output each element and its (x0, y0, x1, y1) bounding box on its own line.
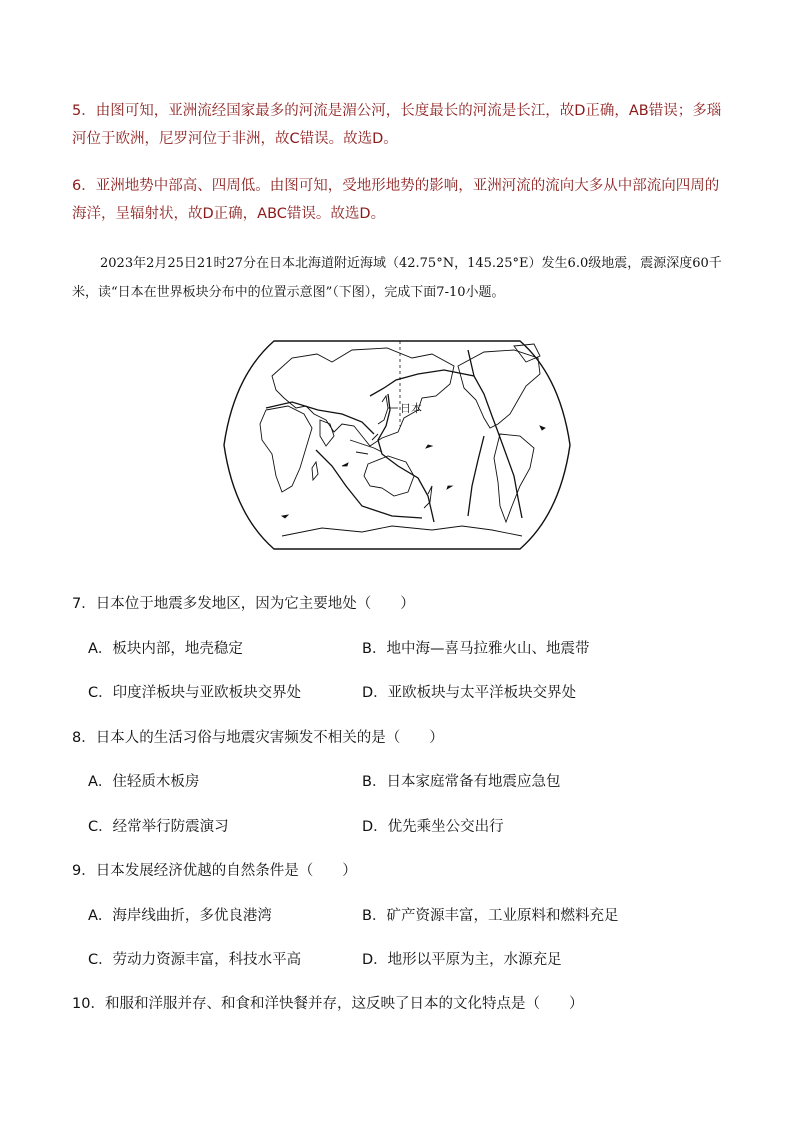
question-7-stem: 7．日本位于地震多发地区，因为它主要地处（ ） (72, 596, 415, 612)
question-9-option-a: A．海岸线曲折，多优良港湾 (88, 908, 272, 924)
question-8-option-d: D．优先乘坐公交出行 (362, 819, 504, 835)
answer-5-text: 5．由图可知，亚洲流经国家最多的河流是湄公河，长度最长的河流是长江，故D正确，AB错误；多瑙河位于欧洲，尼罗河位于非洲，故C错误。故选D。 (72, 103, 722, 147)
question-7-option-b: B．地中海—喜马拉雅火山、地震带 (362, 641, 590, 657)
question-9-option-c: C．劳动力资源丰富，科技水平高 (88, 952, 302, 968)
question-8-stem: 8．日本人的生活习俗与地震灾害频发不相关的是（ ） (72, 730, 444, 746)
japan-label: 日本 (400, 403, 422, 415)
question-8-option-c: C．经常举行防震演习 (88, 819, 229, 835)
question-9-stem: 9．日本发展经济优越的自然条件是（ ） (72, 863, 357, 879)
question-7-option-d: D．亚欧板块与太平洋板块交界处 (362, 685, 577, 701)
question-intro-text: 2023年2月25日21时27分在日本北海道附近海域（42.75°N，145.25°E）发生6.0级地震，震源深度60千米，读“日本在世界板块分布中的位置示意图”（下图），完成下面7-10小题。 (72, 256, 722, 300)
question-8-option-b: B．日本家庭常备有地震应急包 (362, 774, 561, 790)
question-7-option-a: A．板块内部，地壳稳定 (88, 641, 243, 657)
question-9-option-b: B．矿产资源丰富，工业原料和燃料充足 (362, 908, 619, 924)
world-plate-map (222, 336, 572, 554)
question-9-option-d: D．地形以平原为主，水源充足 (362, 952, 562, 968)
question-8-option-a: A．住轻质木板房 (88, 774, 200, 790)
question-intro (72, 249, 732, 307)
question-7-option-c: C．印度洋板块与亚欧板块交界处 (88, 685, 302, 701)
answer-6-text: 6．亚洲地势中部高、四周低。由图可知，受地形地势的影响，亚洲河流的流向大多从中部流向四周的海洋，呈辐射状，故D正确，ABC错误。故选D。 (72, 178, 720, 222)
question-10-stem: 10．和服和洋服并存、和食和洋快餐并存，这反映了日本的文化特点是（ ） (72, 996, 584, 1012)
